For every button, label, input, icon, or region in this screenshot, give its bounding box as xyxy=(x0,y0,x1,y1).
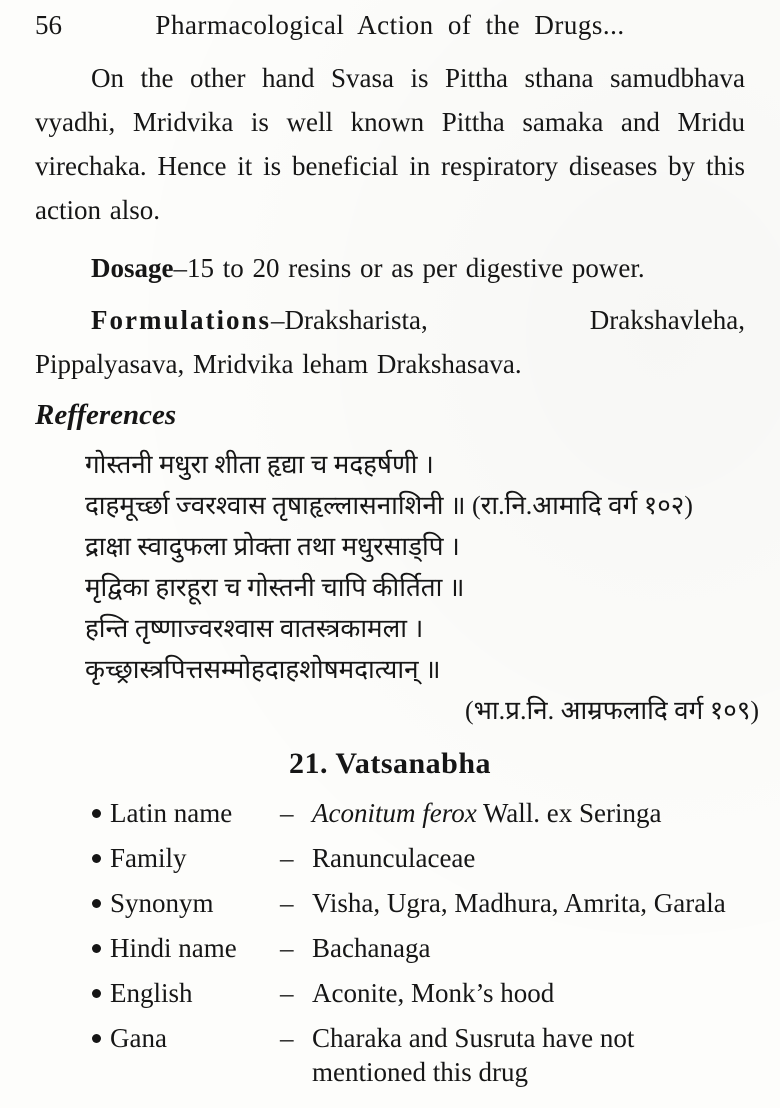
latin-authority: Wall. ex Seringa xyxy=(476,798,662,828)
bullet-icon xyxy=(92,989,101,998)
entry-row-family xyxy=(92,841,745,875)
dash-separator: – xyxy=(280,843,294,873)
formulations-label: Formulations xyxy=(91,305,272,335)
entry-label: Latin name xyxy=(110,798,233,828)
entry-label: English xyxy=(110,978,193,1008)
references-heading: Refferences xyxy=(35,399,177,431)
dash-separator: – xyxy=(280,888,294,918)
entry-label: Gana xyxy=(110,1023,167,1053)
entry-value: Bachanaga xyxy=(312,933,431,963)
dash-separator: – xyxy=(280,933,294,963)
verse-line-3: द्राक्षा स्वादुफला प्रोक्ता तथा मधुरसाड्पि । xyxy=(85,532,460,561)
verse-line-6: कृच्छ्रास्त्रपित्तसम्मोहदाहशोषमदात्यान् ॥ xyxy=(85,655,441,684)
running-header xyxy=(35,8,745,44)
formulations-line xyxy=(35,298,745,386)
latin-binomial: Aconitum ferox xyxy=(312,798,477,828)
entry-value: Visha, Ugra, Madhura, Amrita, Garala xyxy=(312,888,726,918)
entry-label: Family xyxy=(110,843,187,873)
entry-row-english xyxy=(92,976,745,1010)
drug-attribute-list xyxy=(35,796,745,1089)
entry-value: Aconite, Monk’s hood xyxy=(312,978,555,1008)
page-number: 56 xyxy=(35,10,62,40)
dash-separator: – xyxy=(280,798,294,828)
entry-label: Hindi name xyxy=(110,933,237,963)
sanskrit-verse-block xyxy=(85,444,759,732)
verse-line-1: गोस्तनी मधुरा शीता हृद्या च मदहर्षणी । xyxy=(85,450,434,479)
section-heading-vatsanabha: 21. Vatsanabha xyxy=(288,747,492,780)
dash-separator: – xyxy=(280,1023,294,1053)
bullet-icon xyxy=(92,899,101,908)
verse-line-4: मृद्विका हारहूरा च गोस्तनी चापि कीर्तिता ॥ xyxy=(85,573,465,602)
dash-separator: – xyxy=(280,978,294,1008)
entry-row-latin-name xyxy=(92,796,745,830)
dosage-line xyxy=(35,246,745,290)
entry-value: Ranunculaceae xyxy=(312,843,476,873)
verse-citation: (भा.प्र.नि. आम्रफलादि वर्ग १०९) xyxy=(464,696,759,725)
verse-line-2: दाहमूर्च्छा ज्वरश्वास तृषाहृल्लासनाशिनी ॥ (रा.नि.आमादि वर्ग १०२) xyxy=(85,491,693,520)
entry-row-gana xyxy=(92,1021,745,1089)
entry-row-hindi-name xyxy=(92,931,745,965)
verse-line-5: हन्ति तृष्णाज्वरश्वास वातस्त्रकामला । xyxy=(85,614,424,643)
entry-value: Charaka and Susruta have not mentioned this drug xyxy=(312,1023,635,1087)
running-header-title: Pharmacological Action of the Drugs... xyxy=(155,10,625,40)
bullet-icon xyxy=(92,854,101,863)
dosage-text: –15 to 20 resins or as per digestive power. xyxy=(173,253,645,283)
bullet-icon xyxy=(92,1034,101,1043)
paragraph-svasa: On the other hand Svasa is Pittha sthana samudbhava vyadhi, Mridvika is well known Pittha samaka and Mridu virechaka. Hence it is beneficial in respiratory diseases by this action also. xyxy=(35,63,745,225)
formulations-text: –Draksharista, Drakshavleha, Pippalyasava, Mridvika leham Drakshasava. xyxy=(35,305,745,379)
dosage-label: Dosage xyxy=(91,253,174,283)
entry-row-synonym xyxy=(92,886,745,920)
bullet-icon xyxy=(92,809,101,818)
entry-value xyxy=(312,796,745,830)
bullet-icon xyxy=(92,944,101,953)
entry-label: Synonym xyxy=(110,888,214,918)
